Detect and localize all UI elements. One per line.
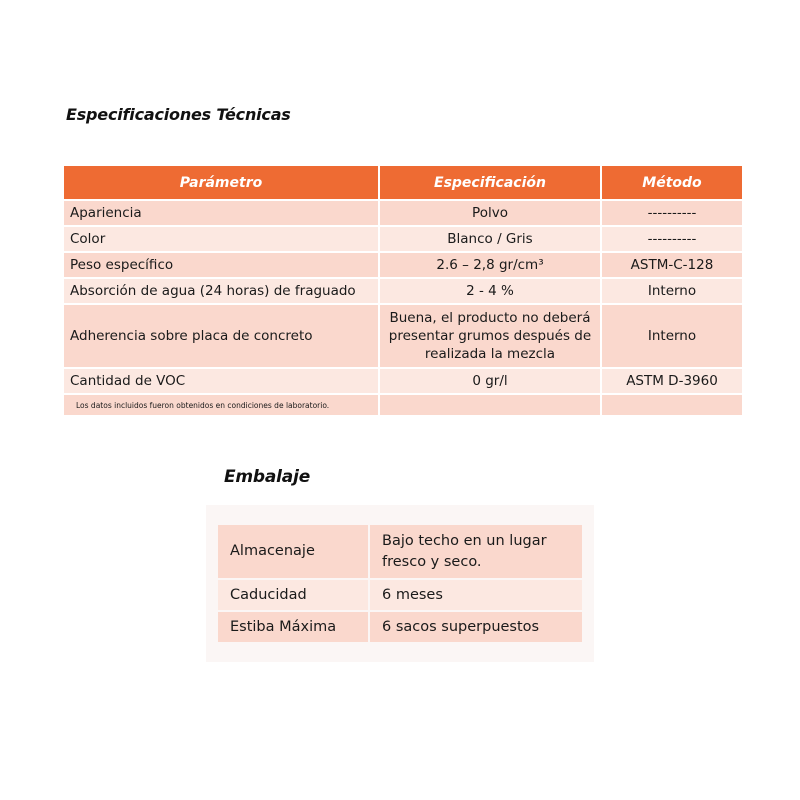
- parameter-cell: Color: [64, 227, 378, 251]
- packaging-label: Almacenaje: [218, 525, 368, 578]
- specification-cell: Blanco / Gris: [380, 227, 600, 251]
- parameter-cell: Apariencia: [64, 201, 378, 225]
- empty-cell: [602, 395, 742, 415]
- packaging-label: Caducidad: [218, 580, 368, 610]
- table-header-row: [64, 166, 742, 199]
- packaging-label: Estiba Máxima: [218, 612, 368, 642]
- header-parameter: Parámetro: [64, 166, 378, 199]
- header-specification: Especificación: [380, 166, 600, 199]
- specification-cell: 2.6 – 2,8 gr/cm³: [380, 253, 600, 277]
- parameter-cell: Adherencia sobre placa de concreto: [64, 305, 378, 367]
- table-row: [64, 201, 742, 225]
- specification-cell: 2 - 4 %: [380, 279, 600, 303]
- table-row: [218, 612, 582, 642]
- parameter-cell: Peso específico: [64, 253, 378, 277]
- table-row: [64, 305, 742, 367]
- packaging-title: Embalaje: [224, 467, 311, 487]
- method-cell: ASTM-C-128: [602, 253, 742, 277]
- specification-cell: Polvo: [380, 201, 600, 225]
- packaging-value: 6 meses: [370, 580, 582, 610]
- method-cell: ----------: [602, 227, 742, 251]
- packaging-value: Bajo techo en un lugar fresco y seco.: [370, 525, 582, 578]
- table-row: [64, 227, 742, 251]
- table-row: [64, 253, 742, 277]
- table-row: [218, 580, 582, 610]
- packaging-value: 6 sacos superpuestos: [370, 612, 582, 642]
- method-cell: Interno: [602, 305, 742, 367]
- specification-cell: 0 gr/l: [380, 369, 600, 393]
- empty-cell: [380, 395, 600, 415]
- method-cell: ----------: [602, 201, 742, 225]
- note-text: Los datos incluidos fueron obtenidos en condiciones de laboratorio.: [64, 395, 378, 415]
- specification-cell: Buena, el producto no deberá presentar grumos después de realizada la mezcla: [380, 305, 600, 367]
- specifications-title: Especificaciones Técnicas: [66, 105, 291, 124]
- packaging-table: [216, 523, 584, 644]
- table-note-row: [64, 395, 742, 415]
- method-cell: ASTM D-3960: [602, 369, 742, 393]
- parameter-cell: Cantidad de VOC: [64, 369, 378, 393]
- table-row: [64, 279, 742, 303]
- specifications-table: [62, 164, 744, 417]
- table-row: [218, 525, 582, 578]
- header-method: Método: [602, 166, 742, 199]
- parameter-cell: Absorción de agua (24 horas) de fraguado: [64, 279, 378, 303]
- method-cell: Interno: [602, 279, 742, 303]
- table-row: [64, 369, 742, 393]
